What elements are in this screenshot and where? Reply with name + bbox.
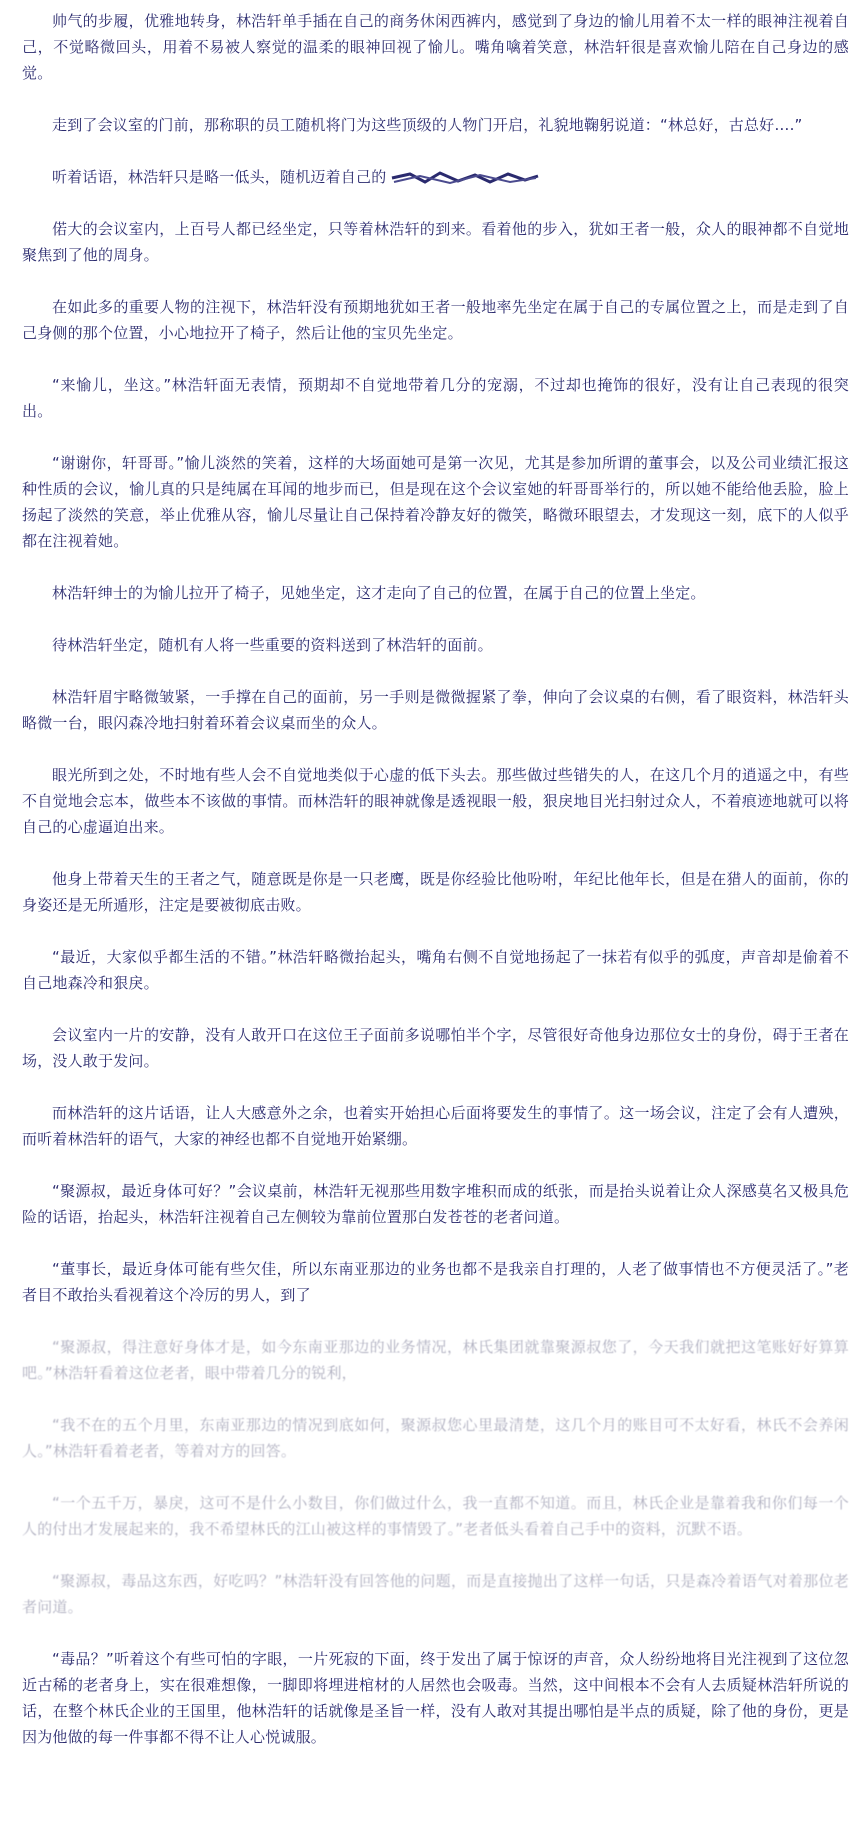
paragraph-6: “来愉儿，坐这。”林浩轩面无表情，预期却不自觉地带着几分的宠溺，不过却也掩饰的很好，没有让自己表现的很突出。 <box>22 376 849 420</box>
paragraph-22: “毒品？”听着这个有些可怕的字眼，一片死寂的下面，终于发出了属于惊讶的声音，众人纷纷地将目光注视到了这位忽近古稀的老者身上，实在很难想像，一脚即将埋进棺材的人居然也会吸毒。当然，这中间根本不会有人去质疑林浩轩所说的话，在整个林氏企业的王国里，他林浩轩的话就像是圣旨一样，没有人敢对其提出哪怕是半点的质疑，除了他的身份，更是因为他做的每一件事都不得不让人心悦诚服。 <box>22 1650 849 1746</box>
paragraph-9: 待林浩轩坐定，随机有人将一些重要的资料送到了林浩轩的面前。 <box>52 636 493 654</box>
paragraph-3-text: 听着话语，林浩轩只是略一低头，随机迈着自己的 <box>52 168 387 186</box>
paragraph-12: 他身上带着天生的王者之气，随意既是你是一只老鹰，既是你经验比他吩咐，年纪比他年长，但是在猎人的面前，你的身姿还是无所遁形，注定是要被彻底击败。 <box>22 870 849 914</box>
paragraph-8: 林浩轩绅士的为愉儿拉开了椅子，见她坐定，这才走向了自己的位置，在属于自己的位置上坐定。 <box>52 584 706 602</box>
paragraph-18-garbled: “聚源叔，得注意好身体才是，如今东南亚那边的业务情况，林氏集团就靠聚源叔您了，今天我们就把这笔账好好算算吧。”林浩轩看着这位老者，眼中带着几分的锐利， <box>22 1338 849 1382</box>
paragraph-19-garbled: “我不在的五个月里，东南亚那边的情况到底如何，聚源叔您心里最清楚，这几个月的账目可不太好看，林氏不会养闲人。”林浩轩看着老者，等着对方的回答。 <box>22 1416 849 1460</box>
paragraph-11: 眼光所到之处，不时地有些人会不自觉地类似于心虚的低下头去。那些做过些错失的人，在这几个月的逍遥之中，有些不自觉地会忘本，做些本不该做的事情。而林浩轩的眼神就像是透视眼一般，狠戾地目光扫射过众人，不着痕迹地就可以将自己的心虚逼迫出来。 <box>22 766 849 836</box>
paragraph-21-garbled: “聚源叔，毒品这东西，好吃吗？”林浩轩没有回答他的问题，而是直接抛出了这样一句话，只是森冷着语气对着那位老者问道。 <box>22 1572 849 1616</box>
paragraph-2: 走到了会议室的门前，那称职的员工随机将门为这些顶级的人物门开启，礼貌地鞠躬说道：“林总好，古总好….” <box>52 116 803 134</box>
paragraph-13: “最近，大家似乎都生活的不错。”林浩轩略微抬起头，嘴角右侧不自觉地扬起了一抹若有似乎的弧度，声音却是偷着不自己地森冷和狠戾。 <box>22 948 849 992</box>
paragraph-14: 会议室内一片的安静，没有人敢开口在这位王子面前多说哪怕半个字，尽管很好奇他身边那位女士的身份，碍于王者在场，没人敢于发问。 <box>22 1026 849 1070</box>
paragraph-7: “谢谢你，轩哥哥。”愉儿淡然的笑着，这样的大场面她可是第一次见，尤其是参加所谓的董事会，以及公司业绩汇报这种性质的会议，愉儿真的只是纯属在耳闻的地步而已，但是现在这个会议室她的轩哥哥举行的，所以她不能给他丢脸，脸上扬起了淡然的笑意，举止优雅从容，愉儿尽量让自己保持着冷静友好的微笑，略微环眼望去，才发现这一刻，底下的人似乎都在注视着她。 <box>22 454 849 550</box>
paragraph-10: 林浩轩眉宇略微皱紧，一手撑在自己的面前，另一手则是微微握紧了拳，伸向了会议桌的右侧，看了眼资料，林浩轩头略微一台，眼闪森冷地扫射着环着会议桌而坐的众人。 <box>22 688 849 732</box>
paragraph-1: 帅气的步履，优雅地转身，林浩轩单手插在自己的商务休闲西裤内，感觉到了身边的愉儿用着不太一样的眼神注视着自己，不觉略微回头，用着不易被人察觉的温柔的眼神回视了愉儿。嘴角噙着笑意，林浩轩很是喜欢愉儿陪在自己身边的感觉。 <box>22 12 849 82</box>
paragraph-20-garbled: “一个五千万，暴戾，这可不是什么小数目，你们做过什么，我一直都不知道。而且，林氏企业是靠着我和你们每一个人的付出才发展起来的，我不希望林氏的江山被这样的事情毁了。”老者低头看着自己手中的资料，沉默不语。 <box>22 1494 849 1538</box>
paragraph-5: 在如此多的重要人物的注视下，林浩轩没有预期地犹如王者一般地率先坐定在属于自己的专属位置之上，而是走到了自己身侧的那个位置，小心地拉开了椅子，然后让他的宝贝先坐定。 <box>22 298 849 342</box>
paragraph-15: 而林浩轩的这片话语，让人大感意外之余，也着实开始担心后面将要发生的事情了。这一场会议，注定了会有人遭殃，而听着林浩轩的语气，大家的神经也都不自觉地开始紧绷。 <box>22 1104 849 1148</box>
paragraph-4: 偌大的会议室内，上百号人都已经坐定，只等着林浩轩的到来。看着他的步入，犹如王者一般，众人的眼神都不自觉地聚焦到了他的周身。 <box>22 220 849 264</box>
paragraph-17: “董事长，最近身体可能有些欠佳，所以东南亚那边的业务也都不是我亲自打理的，人老了做事情也不方便灵活了。”老者目不敢抬头看视着这个冷厉的男人，到了 <box>22 1260 849 1304</box>
paragraph-16: “聚源叔，最近身体可好？”会议桌前，林浩轩无视那些用数字堆积而成的纸张，而是抬头说着让众人深感莫名又极具危险的话语，抬起头，林浩轩注视着自己左侧较为靠前位置那白发苍苍的老者问道。 <box>22 1182 849 1226</box>
paragraph-3 <box>22 164 849 190</box>
scribble-overlay-icon <box>390 170 540 186</box>
